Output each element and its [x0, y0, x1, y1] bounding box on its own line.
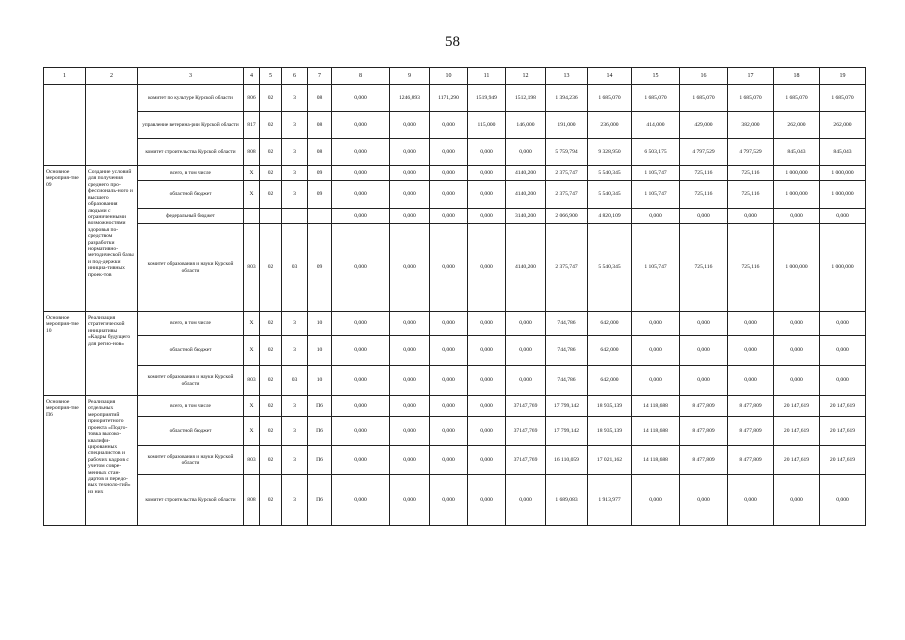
cell-value: 0,000 [680, 366, 728, 396]
cell-value: 17 799,142 [546, 396, 588, 417]
cell-value: 0,000 [332, 336, 390, 366]
cell-value: 0,000 [390, 112, 430, 139]
cell-value: 0,000 [774, 312, 820, 336]
cell-value: 642,000 [588, 312, 632, 336]
cell-code: 08 [308, 139, 332, 166]
cell-value: 1 685,070 [774, 85, 820, 112]
cell-value: 0,000 [506, 312, 546, 336]
table-row [44, 417, 866, 446]
table-row [44, 181, 866, 209]
cell-value: 1 000,000 [820, 224, 866, 312]
cell-code: 3 [282, 336, 308, 366]
cell-recipient: управление ветерина-рии Курской области [138, 112, 244, 139]
table-row [44, 336, 866, 366]
cell-code: 09 [308, 181, 332, 209]
cell-code: 3 [282, 475, 308, 526]
cell-value: 8 477,809 [728, 396, 774, 417]
cell-value: 115,000 [468, 112, 506, 139]
cell-code: 08 [308, 85, 332, 112]
cell-code: 03 [282, 224, 308, 312]
column-header: 9 [390, 68, 430, 85]
cell-value: 845,043 [820, 139, 866, 166]
cell-value: 16 110,059 [546, 446, 588, 475]
cell-value: 0,000 [506, 336, 546, 366]
cell-value: 8 477,809 [680, 446, 728, 475]
cell-value: 0,000 [506, 366, 546, 396]
cell-value: 0,000 [430, 312, 468, 336]
cell-value: 20 147,619 [820, 417, 866, 446]
column-header: 16 [680, 68, 728, 85]
cell-recipient: федеральный бюджет [138, 209, 244, 224]
cell-value: 0,000 [774, 336, 820, 366]
cell-value: 0,000 [468, 446, 506, 475]
cell-value: 0,000 [390, 224, 430, 312]
column-header: 12 [506, 68, 546, 85]
cell-value: 191,000 [546, 112, 588, 139]
cell-recipient: комитет по культуре Курской области [138, 85, 244, 112]
cell-value: 0,000 [390, 181, 430, 209]
cell-code: 3 [282, 112, 308, 139]
cell-value: 37147,769 [506, 446, 546, 475]
cell-code: 3 [282, 139, 308, 166]
cell-recipient: комитет строительства Курской области [138, 139, 244, 166]
cell-value: 0,000 [728, 336, 774, 366]
cell-value: 725,116 [680, 181, 728, 209]
cell-value: 0,000 [332, 209, 390, 224]
cell-code: П6 [308, 446, 332, 475]
cell-value: 5 759,794 [546, 139, 588, 166]
cell-value: 1 000,000 [820, 166, 866, 181]
cell-value: 1 913,977 [588, 475, 632, 526]
column-header: 2 [86, 68, 138, 85]
cell-code: X [244, 181, 260, 209]
cell-value: 0,000 [774, 366, 820, 396]
cell-value: 0,000 [468, 396, 506, 417]
cell-value: 5 540,345 [588, 166, 632, 181]
cell-value: 0,000 [468, 139, 506, 166]
cell-value: 1 000,000 [774, 224, 820, 312]
cell-code: 03 [282, 366, 308, 396]
column-header: 4 [244, 68, 260, 85]
cell-measure: Основное мероприя-тие 09 [44, 166, 86, 312]
cell-value: 0,000 [632, 336, 680, 366]
cell-description: Создание условий для получения среднего про-фессиональ-ного и высшего образования людьми с ограниченными возможностями здоровья по-средством разработки нормативно-методической базы и под-держки инициа-тивных проек-тов [86, 166, 138, 312]
cell-code: 3 [282, 446, 308, 475]
cell-value: 4140,200 [506, 181, 546, 209]
cell-code: 3 [282, 85, 308, 112]
cell-recipient: комитет образования и науки Курской области [138, 446, 244, 475]
cell-value: 0,000 [820, 366, 866, 396]
table-row [44, 166, 866, 181]
column-header: 14 [588, 68, 632, 85]
cell-code: 02 [260, 336, 282, 366]
cell-code: X [244, 166, 260, 181]
cell-value: 8 477,809 [680, 417, 728, 446]
cell-measure [44, 85, 86, 166]
cell-code [308, 209, 332, 224]
cell-value: 0,000 [468, 166, 506, 181]
cell-value: 0,000 [506, 139, 546, 166]
table-row [44, 139, 866, 166]
cell-value: 0,000 [390, 396, 430, 417]
cell-recipient: областной бюджет [138, 336, 244, 366]
cell-code: 09 [308, 166, 332, 181]
cell-value: 0,000 [632, 209, 680, 224]
cell-value: 4 797,529 [728, 139, 774, 166]
cell-recipient: всего, в том числе [138, 166, 244, 181]
cell-code: 02 [260, 446, 282, 475]
cell-value: 5 540,345 [588, 224, 632, 312]
cell-value: 1 000,000 [774, 166, 820, 181]
cell-value: 1 685,070 [820, 85, 866, 112]
cell-value: 0,000 [430, 366, 468, 396]
cell-value: 0,000 [468, 209, 506, 224]
cell-value: 0,000 [774, 475, 820, 526]
cell-code: 803 [244, 366, 260, 396]
cell-value: 725,116 [728, 224, 774, 312]
cell-value: 1512,198 [506, 85, 546, 112]
table-row [44, 312, 866, 336]
cell-code: X [244, 312, 260, 336]
cell-value: 2 066,900 [546, 209, 588, 224]
cell-value: 0,000 [430, 475, 468, 526]
cell-code: 02 [260, 366, 282, 396]
cell-code: 09 [308, 224, 332, 312]
cell-value: 2 375,747 [546, 181, 588, 209]
cell-value: 0,000 [430, 336, 468, 366]
cell-value: 1 105,747 [632, 181, 680, 209]
cell-value: 0,000 [390, 139, 430, 166]
cell-code: 817 [244, 112, 260, 139]
column-header: 15 [632, 68, 680, 85]
cell-value: 1 685,070 [588, 85, 632, 112]
cell-measure: Основное мероприя-тие 10 [44, 312, 86, 396]
cell-value: 1 000,000 [774, 181, 820, 209]
cell-value: 0,000 [332, 366, 390, 396]
cell-code: 10 [308, 336, 332, 366]
cell-value: 18 935,139 [588, 396, 632, 417]
cell-code: 10 [308, 366, 332, 396]
cell-value: 0,000 [332, 446, 390, 475]
cell-value: 1 105,747 [632, 224, 680, 312]
cell-recipient: комитет образования и науки Курской области [138, 366, 244, 396]
cell-value: 1 689,083 [546, 475, 588, 526]
cell-value: 2 375,747 [546, 166, 588, 181]
cell-value: 725,116 [680, 224, 728, 312]
cell-value: 0,000 [680, 475, 728, 526]
cell-value: 0,000 [430, 181, 468, 209]
cell-code: 02 [260, 312, 282, 336]
table-row [44, 112, 866, 139]
table-row [44, 475, 866, 526]
cell-value: 0,000 [332, 417, 390, 446]
cell-value: 0,000 [468, 224, 506, 312]
cell-value: 0,000 [468, 181, 506, 209]
table-row [44, 224, 866, 312]
cell-value: 1171,290 [430, 85, 468, 112]
cell-value: 4140,200 [506, 166, 546, 181]
cell-value: 17 799,142 [546, 417, 588, 446]
cell-value: 382,000 [728, 112, 774, 139]
cell-value: 0,000 [430, 139, 468, 166]
column-header: 13 [546, 68, 588, 85]
cell-value: 8 477,809 [728, 446, 774, 475]
cell-code: 02 [260, 181, 282, 209]
cell-value: 0,000 [332, 181, 390, 209]
column-header: 6 [282, 68, 308, 85]
column-header: 11 [468, 68, 506, 85]
cell-value: 2 375,747 [546, 224, 588, 312]
cell-value: 1 105,747 [632, 166, 680, 181]
cell-value: 262,000 [774, 112, 820, 139]
cell-value: 0,000 [728, 312, 774, 336]
cell-value: 0,000 [430, 417, 468, 446]
cell-code: 02 [260, 139, 282, 166]
cell-value: 0,000 [680, 209, 728, 224]
cell-value: 0,000 [332, 312, 390, 336]
cell-value: 0,000 [390, 166, 430, 181]
cell-value: 0,000 [468, 366, 506, 396]
cell-value: 3140,200 [506, 209, 546, 224]
cell-value: 1 685,070 [680, 85, 728, 112]
cell-recipient: комитет строительства Курской области [138, 475, 244, 526]
cell-value: 37147,769 [506, 417, 546, 446]
column-header: 5 [260, 68, 282, 85]
cell-value: 146,000 [506, 112, 546, 139]
cell-value: 1 685,070 [632, 85, 680, 112]
cell-value: 262,000 [820, 112, 866, 139]
cell-value: 0,000 [390, 366, 430, 396]
cell-code [260, 209, 282, 224]
cell-value: 725,116 [728, 166, 774, 181]
cell-value: 0,000 [820, 475, 866, 526]
cell-code: 3 [282, 166, 308, 181]
column-header: 18 [774, 68, 820, 85]
cell-value: 642,000 [588, 366, 632, 396]
cell-value: 0,000 [390, 336, 430, 366]
cell-value: 0,000 [468, 312, 506, 336]
cell-value: 0,000 [332, 224, 390, 312]
table-row [44, 209, 866, 224]
cell-value: 0,000 [390, 417, 430, 446]
cell-description: Реализация отдельных мероприятий приоритетного проекта «Подго-товка высоко-квалифи-цированных специалистов и рабочих кадров с учетом совре-менных стан-дартов и передо-вых техноло-гий» из них [86, 396, 138, 526]
cell-value: 9 328,950 [588, 139, 632, 166]
cell-value: 0,000 [332, 475, 390, 526]
column-header: 1 [44, 68, 86, 85]
cell-value: 0,000 [468, 475, 506, 526]
table-row [44, 446, 866, 475]
cell-value: 0,000 [728, 366, 774, 396]
cell-recipient: областной бюджет [138, 181, 244, 209]
cell-value: 20 147,619 [774, 396, 820, 417]
cell-code: 3 [282, 181, 308, 209]
column-header: 3 [138, 68, 244, 85]
cell-code: 08 [308, 112, 332, 139]
column-header: 7 [308, 68, 332, 85]
cell-code: 806 [244, 85, 260, 112]
cell-value: 37147,769 [506, 396, 546, 417]
cell-value: 414,000 [632, 112, 680, 139]
cell-recipient: всего, в том числе [138, 396, 244, 417]
cell-value: 1519,949 [468, 85, 506, 112]
cell-value: 0,000 [468, 417, 506, 446]
cell-value: 1 685,070 [728, 85, 774, 112]
cell-value: 0,000 [390, 209, 430, 224]
cell-code: 10 [308, 312, 332, 336]
cell-value: 744,786 [546, 366, 588, 396]
cell-code: П6 [308, 396, 332, 417]
cell-code: 02 [260, 417, 282, 446]
cell-value: 0,000 [468, 336, 506, 366]
cell-value: 429,000 [680, 112, 728, 139]
cell-code: 808 [244, 475, 260, 526]
cell-value: 0,000 [430, 209, 468, 224]
cell-code: П6 [308, 417, 332, 446]
cell-value: 0,000 [820, 336, 866, 366]
cell-value: 0,000 [506, 475, 546, 526]
cell-code: 3 [282, 396, 308, 417]
cell-value: 0,000 [332, 166, 390, 181]
cell-code: П6 [308, 475, 332, 526]
cell-value: 20 147,619 [820, 396, 866, 417]
cell-value: 14 118,688 [632, 417, 680, 446]
cell-value: 236,000 [588, 112, 632, 139]
cell-code: 02 [260, 112, 282, 139]
cell-value: 1 000,000 [820, 181, 866, 209]
column-header: 8 [332, 68, 390, 85]
cell-value: 725,116 [680, 166, 728, 181]
cell-value: 0,000 [430, 112, 468, 139]
cell-value: 8 477,809 [728, 417, 774, 446]
cell-value: 0,000 [430, 446, 468, 475]
cell-value: 17 021,162 [588, 446, 632, 475]
cell-value: 0,000 [728, 209, 774, 224]
column-header: 10 [430, 68, 468, 85]
cell-code: 803 [244, 446, 260, 475]
cell-value: 20 147,619 [774, 417, 820, 446]
cell-value: 725,116 [728, 181, 774, 209]
cell-value: 8 477,809 [680, 396, 728, 417]
cell-code: 02 [260, 224, 282, 312]
cell-value: 4140,200 [506, 224, 546, 312]
cell-code [282, 209, 308, 224]
cell-code: 3 [282, 417, 308, 446]
budget-table [43, 67, 866, 526]
cell-code: 02 [260, 396, 282, 417]
table-row [44, 396, 866, 417]
cell-value: 744,786 [546, 312, 588, 336]
cell-code: 3 [282, 312, 308, 336]
cell-value: 6 503,175 [632, 139, 680, 166]
cell-value: 4 797,529 [680, 139, 728, 166]
cell-value: 18 935,139 [588, 417, 632, 446]
cell-value: 0,000 [820, 312, 866, 336]
cell-value: 0,000 [390, 475, 430, 526]
cell-value: 0,000 [332, 396, 390, 417]
cell-value: 0,000 [332, 85, 390, 112]
cell-value: 0,000 [430, 396, 468, 417]
page-number: 58 [445, 34, 460, 50]
cell-code: 02 [260, 166, 282, 181]
cell-value: 0,000 [680, 336, 728, 366]
cell-value: 845,043 [774, 139, 820, 166]
cell-recipient: комитет образования и науки Курской области [138, 224, 244, 312]
cell-code [244, 209, 260, 224]
cell-value: 0,000 [430, 166, 468, 181]
cell-value: 0,000 [390, 312, 430, 336]
cell-value: 20 147,619 [774, 446, 820, 475]
cell-value: 0,000 [430, 224, 468, 312]
cell-code: 02 [260, 85, 282, 112]
cell-value: 0,000 [390, 446, 430, 475]
column-header: 19 [820, 68, 866, 85]
cell-value: 0,000 [632, 312, 680, 336]
cell-value: 0,000 [632, 366, 680, 396]
cell-measure: Основное мероприя-тие П6 [44, 396, 86, 526]
cell-value: 0,000 [774, 209, 820, 224]
cell-value: 1246,893 [390, 85, 430, 112]
cell-value: 0,000 [820, 209, 866, 224]
cell-value: 0,000 [632, 475, 680, 526]
column-header: 17 [728, 68, 774, 85]
cell-value: 5 540,345 [588, 181, 632, 209]
header-row [44, 68, 866, 85]
cell-description: Реализация стратегической инициативы «Кадры будущего для регио-нов» [86, 312, 138, 396]
cell-code: 02 [260, 475, 282, 526]
cell-value: 642,000 [588, 336, 632, 366]
cell-value: 20 147,619 [820, 446, 866, 475]
table-row [44, 366, 866, 396]
cell-value: 0,000 [332, 139, 390, 166]
table-row [44, 85, 866, 112]
cell-value: 14 118,688 [632, 446, 680, 475]
cell-code: X [244, 396, 260, 417]
cell-value: 744,786 [546, 336, 588, 366]
cell-code: 808 [244, 139, 260, 166]
cell-value: 0,000 [728, 475, 774, 526]
cell-code: X [244, 417, 260, 446]
cell-recipient: всего, в том числе [138, 312, 244, 336]
cell-value: 4 820,109 [588, 209, 632, 224]
cell-recipient: областной бюджет [138, 417, 244, 446]
cell-description [86, 85, 138, 166]
cell-value: 0,000 [332, 112, 390, 139]
cell-value: 0,000 [680, 312, 728, 336]
cell-value: 1 394,236 [546, 85, 588, 112]
cell-code: 803 [244, 224, 260, 312]
cell-value: 14 118,688 [632, 396, 680, 417]
cell-code: X [244, 336, 260, 366]
